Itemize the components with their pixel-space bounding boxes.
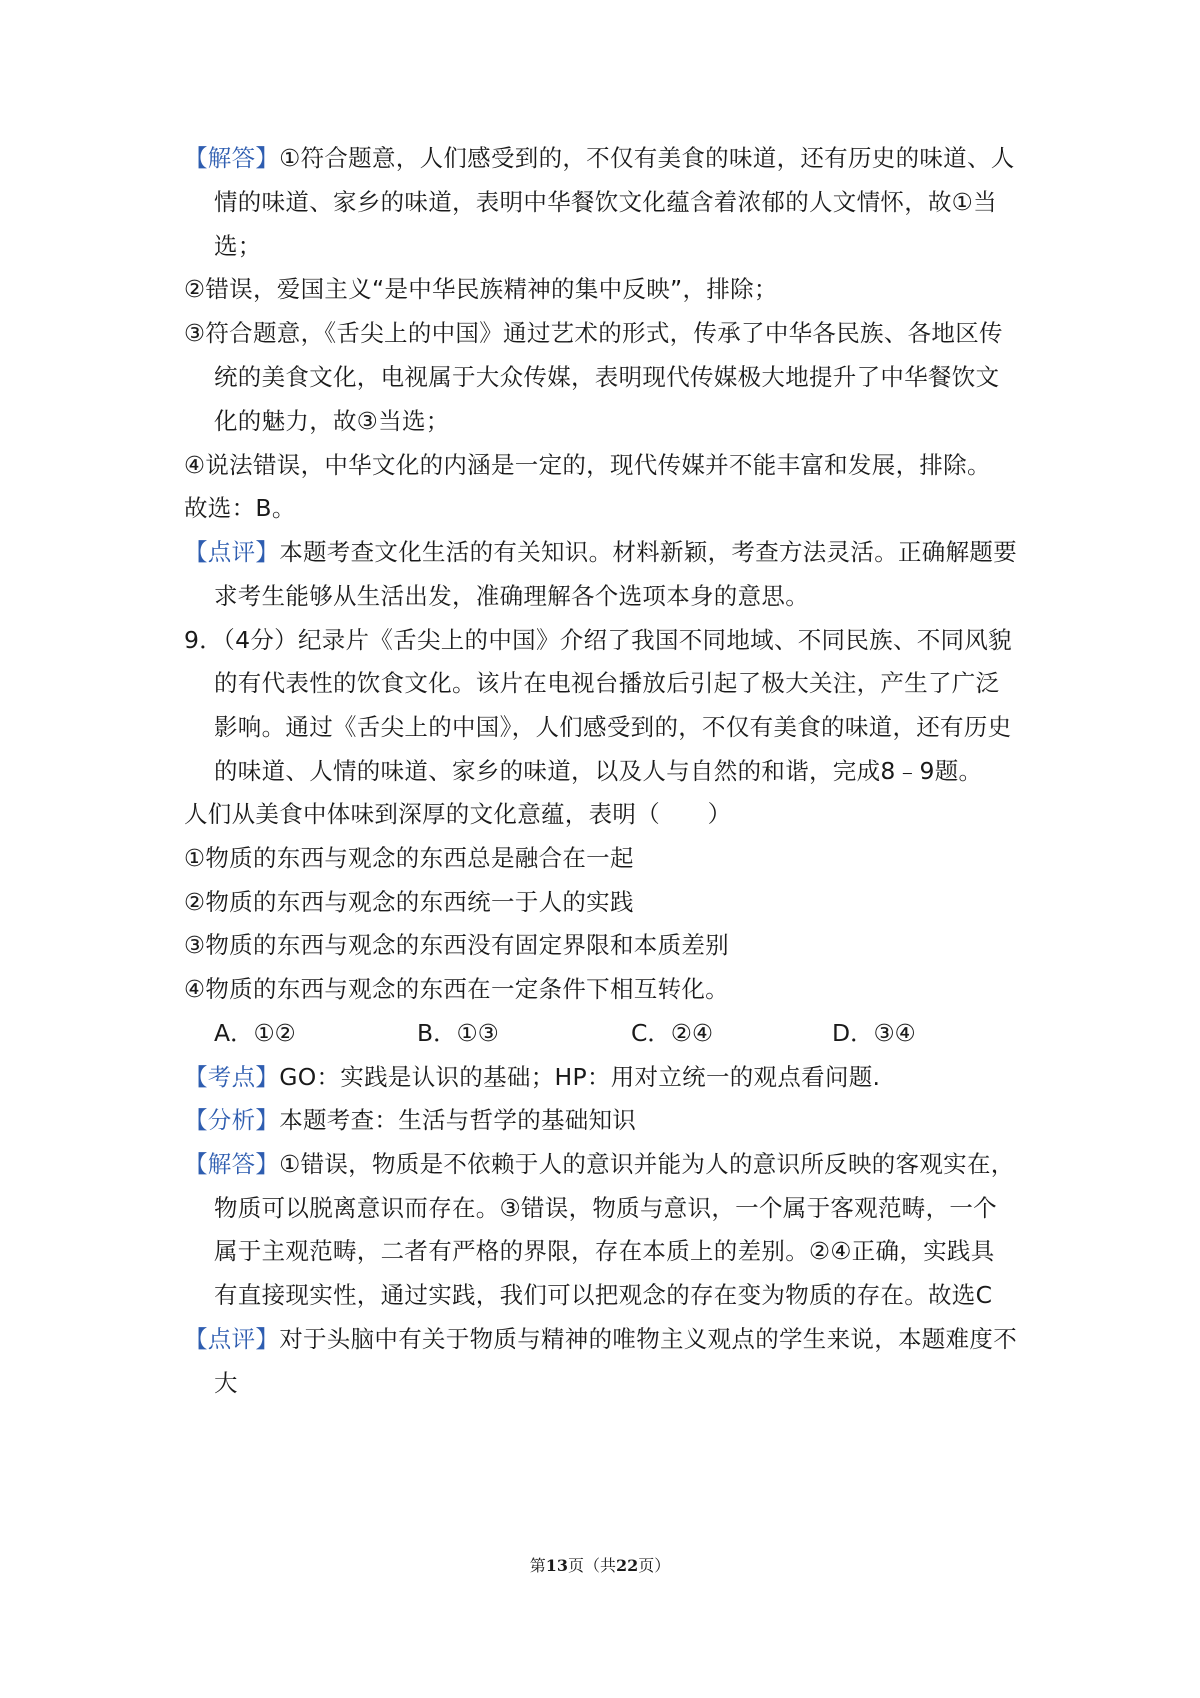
comment-line-2: 求考生能够从生活出发，准确理解各个选项本身的意思。 xyxy=(214,582,809,610)
option-b: B．①③ xyxy=(417,1019,499,1047)
item-3-line-1: ③符合题意，《舌尖上的中国》通过艺术的形式，传承了中华各民族、各地区传 xyxy=(184,319,1003,347)
analysis-tag: 【分析】 xyxy=(184,1106,280,1134)
answer-9-line-4: 有直接现实性，通过实践，我们可以把观念的存在变为物质的存在。故选C xyxy=(214,1281,993,1309)
point-tag: 【考点】 xyxy=(184,1063,280,1091)
question-9-line-3: 影响。通过《舌尖上的中国》，人们感受到的，不仅有美食的味道，还有历史 xyxy=(214,713,1012,741)
point-line: 【考点】GO：实践是认识的基础；HP：用对立统一的观点看问题. xyxy=(184,1063,881,1091)
option-d: D．③④ xyxy=(832,1019,916,1047)
comment-9-line-1: 【点评】对于头脑中有关于物质与精神的唯物主义观点的学生来说，本题难度不 xyxy=(184,1325,1018,1353)
statement-4: ④物质的东西与观念的东西在一定条件下相互转化。 xyxy=(184,975,729,1003)
item-3-line-3: 化的魅力，故③当选； xyxy=(214,407,450,435)
question-9-line-4: 的味道、人情的味道、家乡的味道，以及人与自然的和谐，完成8﹣9题。 xyxy=(214,757,983,785)
item-3-line-2: 统的美食文化，电视属于大众传媒，表明现代传媒极大地提升了中华餐饮文 xyxy=(214,363,1000,391)
answer-9-line-3: 属于主观范畴，二者有严格的界限，存在本质上的差别。②④正确，实践具 xyxy=(214,1237,995,1265)
analysis-line: 【分析】本题考查：生活与哲学的基础知识 xyxy=(184,1106,637,1134)
answer-9-line-1: 【解答】①错误，物质是不依赖于人的意识并能为人的意识所反映的客观实在， xyxy=(184,1150,1015,1178)
choice-line: 故选：B。 xyxy=(184,494,296,522)
answer-tag: 【解答】 xyxy=(184,1150,280,1178)
option-c: C．②④ xyxy=(631,1019,714,1047)
item-2: ②错误，爱国主义“是中华民族精神的集中反映”，排除； xyxy=(184,275,778,303)
page-footer: 第13页（共22页） xyxy=(529,1556,671,1575)
question-9-line-1: 9．（4分）纪录片《舌尖上的中国》介绍了我国不同地域、不同民族、不同风貌 xyxy=(184,626,1012,654)
item-4: ④说法错误，中华文化的内涵是一定的，现代传媒并不能丰富和发展，排除。 xyxy=(184,451,991,479)
comment-tag: 【点评】 xyxy=(184,1325,280,1353)
statement-2: ②物质的东西与观念的东西统一于人的实践 xyxy=(184,888,634,916)
statement-1: ①物质的东西与观念的东西总是融合在一起 xyxy=(184,844,634,872)
statement-3: ③物质的东西与观念的东西没有固定界限和本质差别 xyxy=(184,931,729,959)
option-a: A．①② xyxy=(214,1019,296,1047)
page-number: 13 xyxy=(545,1556,568,1575)
answer-line-1: 【解答】①符合题意，人们感受到的，不仅有美食的味道，还有历史的味道、人 xyxy=(184,144,1015,172)
answer-line-2: 情的味道、家乡的味道，表明中华餐饮文化蕴含着浓郁的人文情怀，故①当 xyxy=(214,188,997,216)
answer-9-line-2: 物质可以脱离意识而存在。③错误，物质与意识，一个属于客观范畴，一个 xyxy=(214,1194,997,1222)
page-total: 22 xyxy=(616,1556,639,1575)
question-9-line-2: 的有代表性的饮食文化。该片在电视台播放后引起了极大关注，产生了广泛 xyxy=(214,669,1000,697)
answer-tag: 【解答】 xyxy=(184,144,280,172)
comment-tag: 【点评】 xyxy=(184,538,280,566)
comment-9-line-2: 大 xyxy=(214,1369,238,1397)
question-prompt: 人们从美食中体味到深厚的文化意蕴，表明（ ） xyxy=(184,800,732,828)
comment-line-1: 【点评】本题考查文化生活的有关知识。材料新颖，考查方法灵活。正确解题要 xyxy=(184,538,1018,566)
answer-line-3: 选； xyxy=(214,232,262,260)
